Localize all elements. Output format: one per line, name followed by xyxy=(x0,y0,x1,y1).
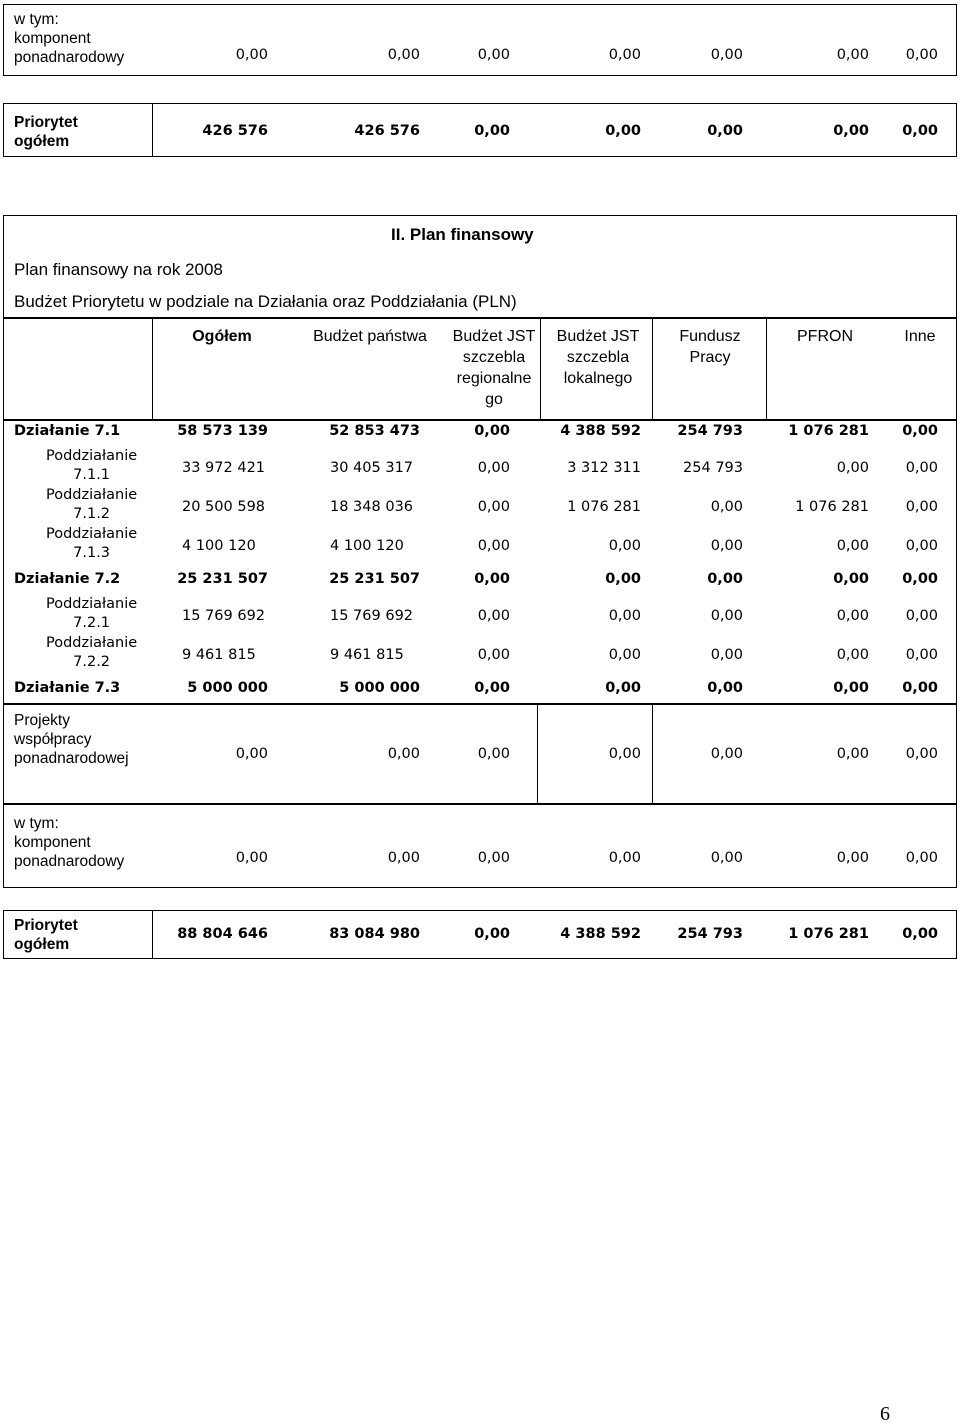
value-cell: 0,00 xyxy=(608,538,641,554)
value-cell: 0,00 xyxy=(608,746,641,762)
header-fundusz-pracy: Fundusz Pracy xyxy=(679,328,741,366)
value-cell: 0,00 xyxy=(836,850,869,866)
poddzialanie-label: Poddziałanie 7.1.1 xyxy=(46,448,138,483)
value-cell: 0,00 xyxy=(608,647,641,663)
value-cell: 33 972 421 xyxy=(182,460,266,476)
value-cell: 0,00 xyxy=(710,850,743,866)
plan-title: Plan finansowy na rok 2008 xyxy=(14,260,223,279)
header-inne: Inne xyxy=(904,328,936,345)
value-cell: 83 084 980 xyxy=(329,926,420,942)
value-cell: 4 100 120 xyxy=(330,538,404,554)
value-cell: 0,00 xyxy=(477,647,510,663)
plan-subtitle: Budżet Priorytetu w podziale na Działania oraz Poddziałania (PLN) xyxy=(14,292,517,311)
value-cell: 1 076 281 xyxy=(788,423,869,439)
value-cell: 5 000 000 xyxy=(339,680,420,696)
value-cell: 1 076 281 xyxy=(567,499,641,515)
header-jst-lokalnego: Budżet JST szczebla lokalnego xyxy=(556,328,640,387)
wtym-label: w tym: komponent ponadnarodowy xyxy=(14,815,125,870)
dzialanie-label: Działanie 7.1 xyxy=(14,423,121,439)
value-cell: 0,00 xyxy=(905,499,938,515)
value-cell: 0,00 xyxy=(477,538,510,554)
value-cell: 0,00 xyxy=(235,850,268,866)
value-cell: 0,00 xyxy=(710,746,743,762)
value-cell: 0,00 xyxy=(605,680,641,696)
top-priorytet-label: Priorytet ogółem xyxy=(14,114,78,150)
value-cell: 58 573 139 xyxy=(177,423,268,439)
value-cell: 426 576 xyxy=(202,123,268,139)
value-cell: 0,00 xyxy=(833,571,869,587)
value-cell: 0,00 xyxy=(905,850,938,866)
value-cell: 0,00 xyxy=(235,746,268,762)
value-cell: 0,00 xyxy=(905,538,938,554)
value-cell: 254 793 xyxy=(677,926,743,942)
value-cell: 20 500 598 xyxy=(182,499,266,515)
value-cell: 0,00 xyxy=(707,680,743,696)
poddzialanie-label: Poddziałanie 7.1.2 xyxy=(46,487,138,522)
value-cell: 0,00 xyxy=(608,850,641,866)
value-cell: 0,00 xyxy=(833,123,869,139)
poddzialanie-label: Poddziałanie 7.2.2 xyxy=(46,635,138,670)
header-budzet-panstwa: Budżet państwa xyxy=(313,328,427,345)
header-pfron: PFRON xyxy=(797,328,853,345)
value-cell: 0,00 xyxy=(474,123,510,139)
value-cell: 0,00 xyxy=(905,746,938,762)
value-cell: 0,00 xyxy=(905,647,938,663)
value-cell: 254 793 xyxy=(683,460,743,476)
value-cell: 0,00 xyxy=(905,47,938,63)
value-cell: 0,00 xyxy=(477,850,510,866)
value-cell: 0,00 xyxy=(710,499,743,515)
value-cell: 0,00 xyxy=(833,680,869,696)
value-cell: 0,00 xyxy=(605,123,641,139)
value-cell: 0,00 xyxy=(836,746,869,762)
value-cell: 0,00 xyxy=(710,647,743,663)
value-cell: 0,00 xyxy=(387,850,420,866)
value-cell: 30 405 317 xyxy=(330,460,414,476)
top-wtym-box xyxy=(3,4,957,76)
value-cell: 0,00 xyxy=(836,647,869,663)
value-cell: 4 388 592 xyxy=(560,423,641,439)
value-cell: 0,00 xyxy=(902,123,938,139)
value-cell: 4 100 120 xyxy=(182,538,256,554)
value-cell: 0,00 xyxy=(477,608,510,624)
value-cell: 0,00 xyxy=(608,47,641,63)
value-cell: 0,00 xyxy=(836,538,869,554)
value-cell: 3 312 311 xyxy=(567,460,641,476)
value-cell: 0,00 xyxy=(477,47,510,63)
value-cell: 0,00 xyxy=(474,423,510,439)
poddzialanie-label: Poddziałanie 7.1.3 xyxy=(46,526,138,561)
header-jst-regionalnego: Budżet JST szczebla regionalne go xyxy=(452,328,536,408)
value-cell: 0,00 xyxy=(905,608,938,624)
value-cell: 0,00 xyxy=(605,571,641,587)
value-cell: 0,00 xyxy=(836,460,869,476)
wtym-box xyxy=(3,804,957,888)
value-cell: 18 348 036 xyxy=(330,499,414,515)
value-cell: 0,00 xyxy=(836,47,869,63)
top-wtym-label: w tym: komponent ponadnarodowy xyxy=(14,11,125,66)
value-cell: 0,00 xyxy=(387,47,420,63)
priorytet-label: Priorytet ogółem xyxy=(14,917,78,953)
value-cell: 15 769 692 xyxy=(330,608,414,624)
value-cell: 0,00 xyxy=(710,538,743,554)
value-cell: 0,00 xyxy=(707,123,743,139)
value-cell: 9 461 815 xyxy=(330,647,404,663)
section-title: II. Plan finansowy xyxy=(391,225,534,244)
value-cell: 0,00 xyxy=(710,47,743,63)
value-cell: 25 231 507 xyxy=(329,571,420,587)
value-cell: 52 853 473 xyxy=(329,423,420,439)
value-cell: 88 804 646 xyxy=(177,926,268,942)
value-cell: 0,00 xyxy=(474,571,510,587)
value-cell: 0,00 xyxy=(902,926,938,942)
value-cell: 0,00 xyxy=(902,571,938,587)
value-cell: 0,00 xyxy=(474,680,510,696)
value-cell: 426 576 xyxy=(354,123,420,139)
dzialanie-label: Działanie 7.3 xyxy=(14,680,121,696)
projekty-label: Projekty współpracy ponadnarodowej xyxy=(14,712,129,767)
value-cell: 4 388 592 xyxy=(560,926,641,942)
value-cell: 0,00 xyxy=(836,608,869,624)
value-cell: 0,00 xyxy=(905,460,938,476)
value-cell: 15 769 692 xyxy=(182,608,266,624)
value-cell: 0,00 xyxy=(235,47,268,63)
header-ogolem: Ogółem xyxy=(192,328,252,345)
value-cell: 1 076 281 xyxy=(795,499,869,515)
value-cell: 1 076 281 xyxy=(788,926,869,942)
value-cell: 0,00 xyxy=(474,926,510,942)
dzialanie-label: Działanie 7.2 xyxy=(14,571,121,587)
value-cell: 0,00 xyxy=(387,746,420,762)
value-cell: 0,00 xyxy=(707,571,743,587)
value-cell: 0,00 xyxy=(902,680,938,696)
value-cell: 0,00 xyxy=(902,423,938,439)
value-cell: 0,00 xyxy=(608,608,641,624)
value-cell: 0,00 xyxy=(477,460,510,476)
value-cell: 0,00 xyxy=(477,746,510,762)
value-cell: 254 793 xyxy=(677,423,743,439)
value-cell: 0,00 xyxy=(477,499,510,515)
value-cell: 5 000 000 xyxy=(187,680,268,696)
page-number: 6 xyxy=(880,1403,890,1425)
value-cell: 25 231 507 xyxy=(177,571,268,587)
poddzialanie-label: Poddziałanie 7.2.1 xyxy=(46,596,138,631)
value-cell: 9 461 815 xyxy=(182,647,256,663)
value-cell: 0,00 xyxy=(710,608,743,624)
